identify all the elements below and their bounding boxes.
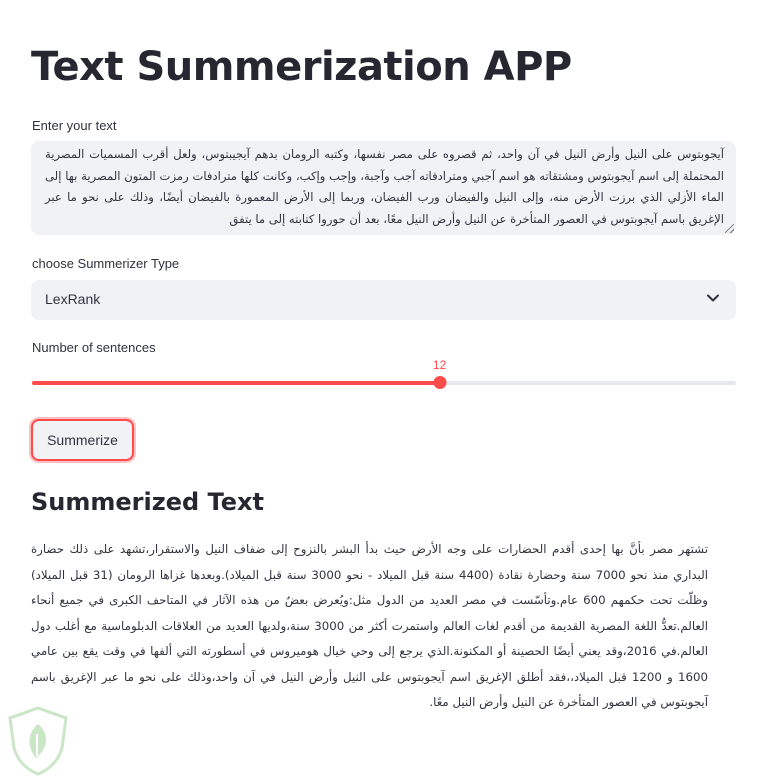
chevron-down-icon — [706, 291, 720, 305]
summarizer-type-label: choose Summerizer Type — [32, 256, 180, 271]
text-input-label: Enter your text — [32, 118, 117, 133]
page-title: Text Summerization APP — [31, 44, 572, 90]
summary-text: تشتهر مصر بأنَّ بها إحدى أقدم الحضارات على وجه الأرض حيث بدأ البشر بالنزوح إلى ضفاف النيل والاستقرار،تشهد على ذلك حضارة البداري منذ نحو 7000 سنة وحضارة نقادة (4400 سنة قبل الميلاد - نحو 3000 سنة قبل الميلاد).وبعدها غزاها الرومان (31 قبل الميلاد) وظلّت تحت حكمهم 600 عام.وتأسّست في مصر العديد من الدول مثل:ويُعرض بعضٌ من هذه الآثار في المتاحف الكبرى في جميع أنحاء العالم.تعدُّ اللغة المصرية القديمة من أقدم لغات العالم واستمرت أكثر من 3000 سنة،ولديها العديد من العلاقات الدبلوماسية مع أغلب دول العالم.في 2016،وقد يعني أيضًا الحصينة أو المكنونة.الذي يرجع إلى وحي خيال هوميروس في أسطورته التي ألفها في وقت يقع بين عامي 1600 و 1200 قبل الميلاد،،فقد أطلق الإغريق اسم آيجوبتوس على النيل وأرض النيل في آن واحد،وذلك على نحو ما عبر الإغريق باسم آيجوبتوس في العصور المتأخرة عن النيل وأرض النيل معًا. — [31, 542, 708, 709]
slider-thumb[interactable] — [433, 376, 446, 389]
sentences-label: Number of sentences — [32, 340, 156, 355]
summarizer-type-value: LexRank — [45, 291, 101, 307]
summary-heading: Summerized Text — [31, 488, 264, 516]
sentences-slider[interactable] — [32, 381, 736, 385]
watermark-logo-icon — [2, 704, 74, 776]
text-input-container — [31, 141, 736, 235]
resize-handle-icon[interactable] — [725, 224, 734, 233]
slider-value: 12 — [432, 358, 447, 372]
text-input[interactable] — [31, 141, 736, 235]
summarize-button[interactable]: Summerize — [31, 419, 134, 461]
summarizer-type-select[interactable] — [31, 280, 736, 320]
slider-fill — [32, 381, 440, 385]
